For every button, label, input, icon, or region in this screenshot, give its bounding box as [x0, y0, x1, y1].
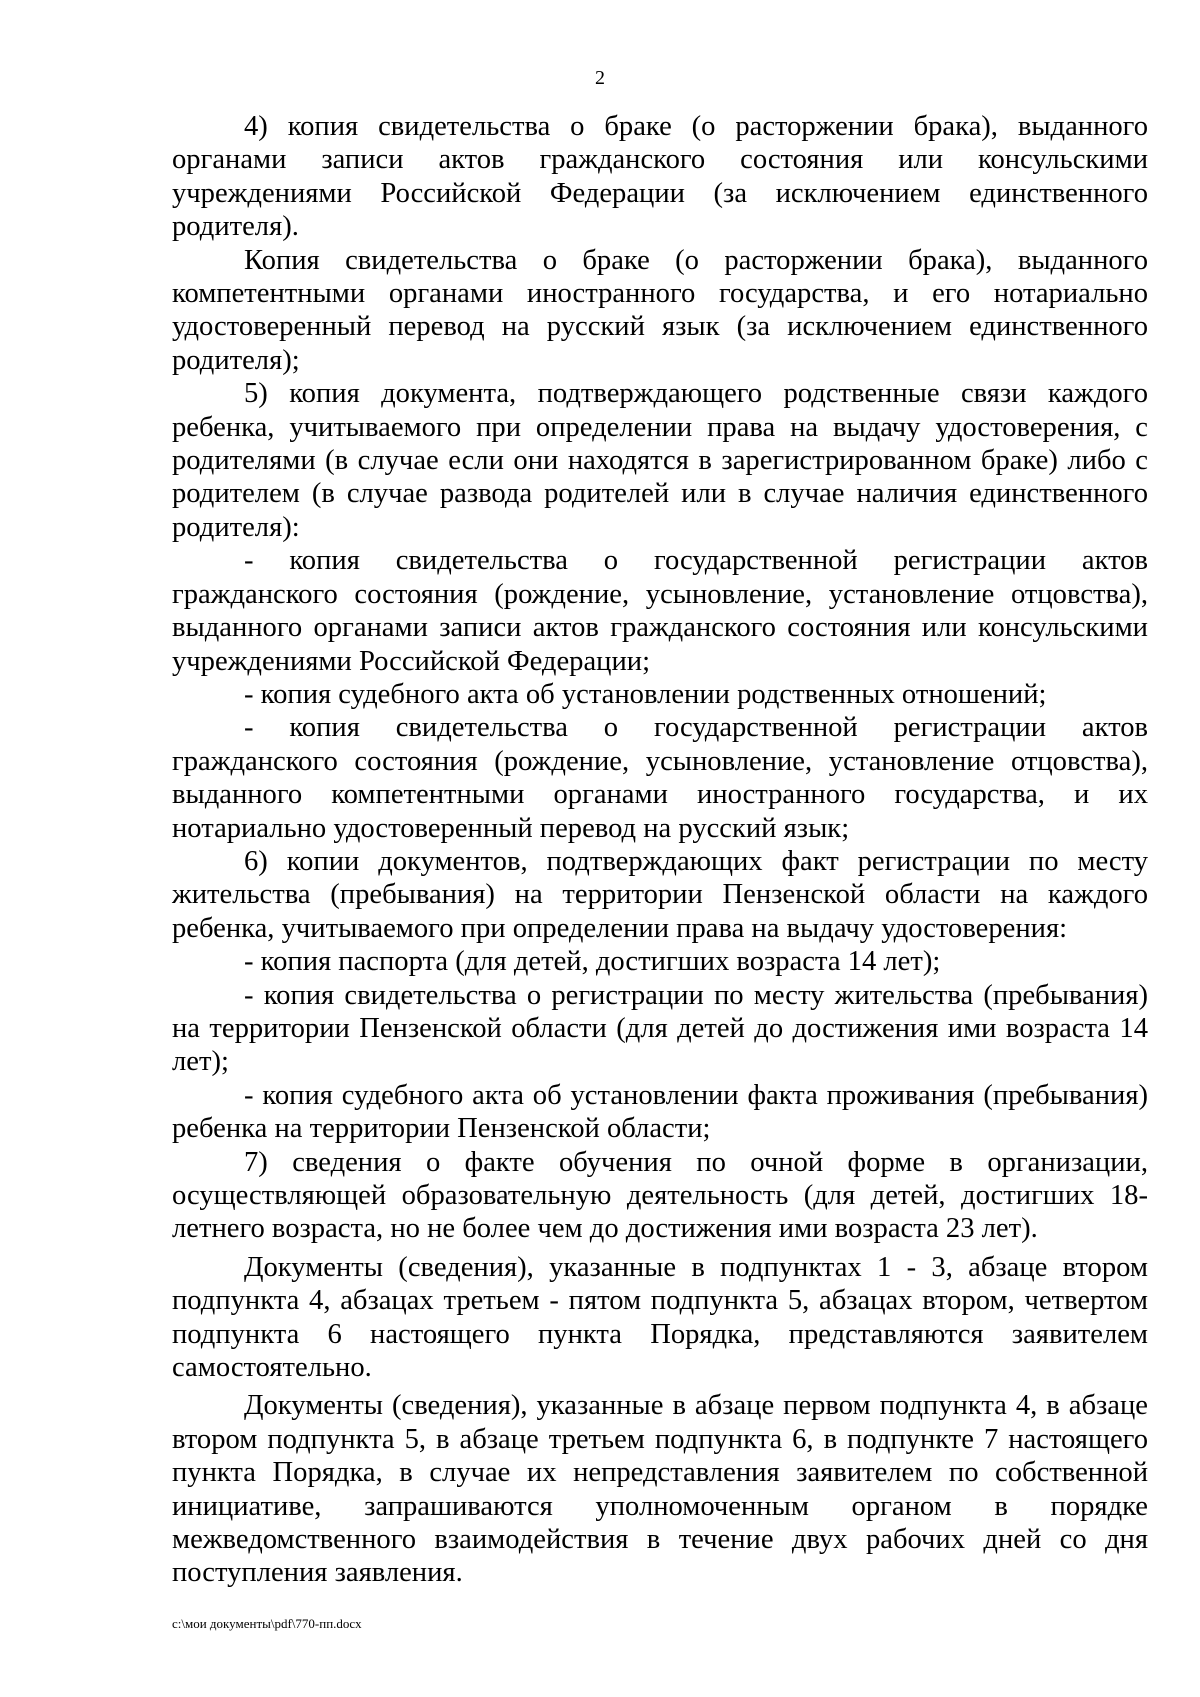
page-number: 2 — [595, 67, 605, 89]
paragraph-item-5-birth-certificate: - копия свидетельства о государственной регистрации актов гражданского состояния (рождение, усыновление, установление отцовства), выданного органами записи актов гражданского состояния или консульскими учреждениями Российской Федерации; — [172, 545, 1148, 677]
paragraph-documents-self-submitted: Документы (сведения), указанные в подпунктах 1 - 3, абзаце втором подпункта 4, абзацах третьем - пятом подпункта 5, абзацах втором, четвертом подпункта 6 настоящего пункта Порядка, представляются заявителем самостоятельно. — [172, 1251, 1148, 1384]
document-body — [172, 110, 1148, 1590]
footer-file-path: c:\мои документы\pdf\770-пп.docx — [172, 1616, 362, 1631]
paragraph-item-5-court-act: - копия судебного акта об установлении родственных отношений; — [244, 678, 1047, 710]
paragraph-item-7: 7) сведения о факте обучения по очной форме в организации, осуществляющей образовательную деятельность (для детей, достигших 18-летнего возраста, но не более чем до достижения ими возраста 23 лет). — [172, 1146, 1148, 1245]
paragraph-item-5: 5) копия документа, подтверждающего родственные связи каждого ребенка, учитываемого при определении права на выдачу удостоверения, с родителями (в случае если они находятся в зарегистрированном браке) либо с родителем (в случае развода родителей или в случае наличия единственного родителя): — [172, 378, 1148, 543]
paragraph-item-6-passport: - копия паспорта (для детей, достигших возраста 14 лет); — [244, 946, 941, 978]
paragraph-item-4: 4) копия свидетельства о браке (о расторжении брака), выданного органами записи актов гражданского состояния или консульскими учреждениями Российской Федерации (за исключением единственного родителя). — [172, 111, 1148, 243]
paragraph-item-6-registration-certificate: - копия свидетельства о регистрации по месту жительства (пребывания) на территории Пензенской области (для детей до достижения ими возраста 14 лет); — [172, 979, 1148, 1078]
paragraph-item-6-court-act-residence: - копия судебного акта об установлении факта проживания (пребывания) ребенка на территории Пензенской области; — [172, 1079, 1148, 1145]
paragraph-item-5-foreign-certificate: - копия свидетельства о государственной регистрации актов гражданского состояния (рождение, усыновление, установление отцовства), выданного компетентными органами иностранного государства, и их нотариально удостоверенный перевод на русский язык; — [172, 712, 1148, 844]
paragraph-documents-requested: Документы (сведения), указанные в абзаце первом подпункта 4, в абзаце втором подпункта 5, в абзаце третьем подпункта 6, в подпункте 7 настоящего пункта Порядка, в случае их непредставления заявителем по собственной инициативе, запрашиваются уполномоченным органом в порядке межведомственного взаимодействия в течение двух рабочих дней со дня поступления заявления. — [172, 1390, 1148, 1589]
paragraph-item-4-foreign-marriage: Копия свидетельства о браке (о расторжении брака), выданного компетентными органами иностранного государства, и его нотариально удостоверенный перевод на русский язык (за исключением единственного родителя); — [172, 244, 1148, 376]
paragraph-item-6: 6) копии документов, подтверждающих факт регистрации по месту жительства (пребывания) на территории Пензенской области на каждого ребенка, учитываемого при определении права на выдачу удостоверения: — [172, 845, 1148, 944]
